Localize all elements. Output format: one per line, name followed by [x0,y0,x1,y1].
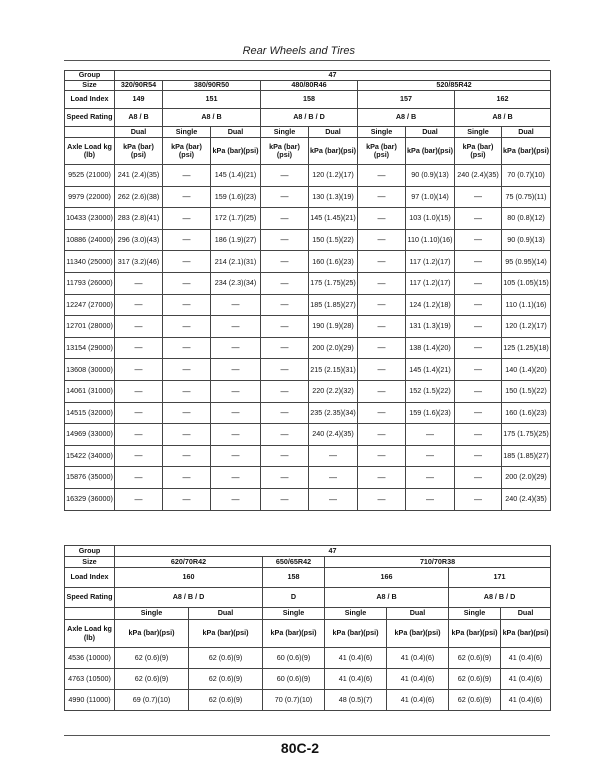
speed-rating-row [65,588,551,608]
axle-load-cell: 4990 (11000) [65,690,115,711]
load-index-row [65,91,551,109]
axle-load-cell: 4763 (10500) [65,669,115,690]
pressure-cell: 145 (1.4)(21) [211,165,261,187]
load-index-cell: 151 [163,91,261,109]
axle-load-cell: 11793 (26000) [65,272,115,294]
pressure-cell: — [261,251,309,273]
pressure-cell: 41 (0.4)(6) [387,648,449,669]
axle-load-cell: 14969 (33000) [65,424,115,446]
speed-rating-cell: A8 / B / D [115,588,263,608]
pressure-cell: — [115,424,163,446]
unit-cell: kPa (bar)(psi) [115,138,163,165]
axle-load-cell: 11340 (25000) [65,251,115,273]
pressure-cell: — [163,424,211,446]
pressure-cell: 172 (1.7)(25) [211,208,261,230]
pressure-cell: — [163,467,211,489]
pressure-cell: — [309,467,358,489]
load-index-cell: 166 [325,568,449,588]
pressure-cell: 186 (1.9)(27) [211,229,261,251]
pressure-cell: — [455,402,502,424]
axle-load-cell: 10433 (23000) [65,208,115,230]
pressure-cell: — [211,380,261,402]
pressure-cell: 117 (1.2)(17) [406,272,455,294]
speed-rating-cell: A8 / B [325,588,449,608]
pressure-cell: 283 (2.8)(41) [115,208,163,230]
pressure-cell: 90 (0.9)(13) [406,165,455,187]
mode-cell: Dual [115,127,163,138]
pressure-cell: 103 (1.0)(15) [406,208,455,230]
table-row [65,402,551,424]
pressure-cell: — [163,316,211,338]
pressure-cell: — [358,402,406,424]
pressure-cell: 69 (0.7)(10) [115,690,189,711]
size-row [65,557,551,568]
load-index-cell: 158 [263,568,325,588]
pressure-cell: 175 (1.75)(25) [309,272,358,294]
axle-load-cell: 13608 (30000) [65,359,115,381]
pressure-cell: 41 (0.4)(6) [501,648,551,669]
unit-cell: kPa (bar)(psi) [502,138,551,165]
pressure-cell: — [211,445,261,467]
pressure-cell: — [163,337,211,359]
axle-load-cell: 12701 (28000) [65,316,115,338]
pressure-cell: — [406,467,455,489]
pressure-cell: — [406,424,455,446]
pressure-cell: 62 (0.6)(9) [189,669,263,690]
pressure-cell: 62 (0.6)(9) [115,669,189,690]
pressure-cell: — [358,424,406,446]
pressure-cell: — [358,251,406,273]
pressure-cell: — [115,488,163,510]
pressure-cell: 200 (2.0)(29) [309,337,358,359]
speed-rating-label: Speed Rating [65,109,115,127]
load-index-label: Load Index [65,568,115,588]
pressure-cell: 60 (0.6)(9) [263,669,325,690]
pressure-cell: — [163,208,211,230]
pressure-cell: — [163,272,211,294]
mode-cell: Dual [502,127,551,138]
pressure-cell: 110 (1.1)(16) [502,294,551,316]
speed-rating-cell: A8 / B / D [261,109,358,127]
pressure-cell: — [163,251,211,273]
mode-cell: Single [115,608,189,620]
table-row [65,690,551,711]
pressure-cell: 296 (3.0)(43) [115,229,163,251]
pressure-cell: — [261,467,309,489]
pressure-cell: — [358,445,406,467]
table-row [65,669,551,690]
table-1-body [65,165,551,511]
group-label: Group [65,546,115,557]
group-value: 47 [115,546,551,557]
speed-rating-cell: A8 / B [358,109,455,127]
pressure-cell: 240 (2.4)(35) [309,424,358,446]
axle-load-cell: 15422 (34000) [65,445,115,467]
pressure-cell: — [455,208,502,230]
pressure-cell: 215 (2.15)(31) [309,359,358,381]
axle-load-cell: 12247 (27000) [65,294,115,316]
pressure-cell: — [163,445,211,467]
pressure-cell: 41 (0.4)(6) [501,690,551,711]
pressure-cell: — [115,402,163,424]
mode-cell: Dual [309,127,358,138]
speed-rating-label: Speed Rating [65,588,115,608]
pressure-cell: — [163,165,211,187]
pressure-cell: — [455,467,502,489]
pressure-cell: — [261,186,309,208]
pressure-cell: — [358,208,406,230]
size-cell: 620/70R42 [115,557,263,568]
load-index-cell: 158 [261,91,358,109]
axle-load-cell: 14061 (31000) [65,380,115,402]
pressure-cell: 234 (2.3)(34) [211,272,261,294]
speed-rating-cell: A8 / B [163,109,261,127]
mode-cell: Dual [406,127,455,138]
pressure-cell: 262 (2.6)(38) [115,186,163,208]
pressure-cell: 120 (1.2)(17) [309,165,358,187]
pressure-cell: — [455,316,502,338]
pressure-cell: — [115,316,163,338]
pressure-cell: — [358,272,406,294]
mode-cell: Dual [211,127,261,138]
axle-load-cell: 9979 (22000) [65,186,115,208]
unit-cell: kPa (bar)(psi) [501,620,551,648]
table-row [65,380,551,402]
pressure-cell: — [211,424,261,446]
mode-cell: Dual [189,608,263,620]
footer-divider [64,735,550,736]
pressure-cell: — [261,272,309,294]
pressure-cell: — [163,402,211,424]
pressure-cell: — [358,229,406,251]
pressure-cell: 70 (0.7)(10) [502,165,551,187]
table-row [65,424,551,446]
pressure-cell: 175 (1.75)(25) [502,424,551,446]
axle-load-cell: 14515 (32000) [65,402,115,424]
unit-cell: kPa (bar)(psi) [358,138,406,165]
unit-cell: kPa (bar)(psi) [211,138,261,165]
mode-cell: Single [449,608,501,620]
axle-load-cell: 10886 (24000) [65,229,115,251]
tire-pressure-table-2 [64,545,551,711]
pressure-cell: 60 (0.6)(9) [263,648,325,669]
group-row [65,71,551,81]
pressure-cell: 48 (0.5)(7) [325,690,387,711]
pressure-cell: — [261,165,309,187]
pressure-cell: — [455,424,502,446]
pressure-cell: 150 (1.5)(22) [502,380,551,402]
axle-load-cell: 13154 (29000) [65,337,115,359]
unit-cell: kPa (bar)(psi) [261,138,309,165]
mode-row [65,127,551,138]
pressure-cell: — [358,294,406,316]
mode-cell: Single [358,127,406,138]
tire-pressure-table-1 [64,70,551,511]
size-cell: 480/80R46 [261,81,358,91]
pressure-cell: — [309,445,358,467]
pressure-cell: — [261,316,309,338]
pressure-cell: 140 (1.4)(20) [502,359,551,381]
pressure-cell: 41 (0.4)(6) [387,690,449,711]
size-cell: 650/65R42 [263,557,325,568]
pressure-cell: — [358,165,406,187]
pressure-cell: 185 (1.85)(27) [502,445,551,467]
pressure-cell: — [261,208,309,230]
pressure-cell: 240 (2.4)(35) [455,165,502,187]
pressure-cell: — [115,445,163,467]
pressure-cell: 80 (0.8)(12) [502,208,551,230]
pressure-cell: 190 (1.9)(28) [309,316,358,338]
pressure-cell: — [261,402,309,424]
group-row [65,546,551,557]
table-row [65,445,551,467]
pressure-cell: 41 (0.4)(6) [325,669,387,690]
pressure-cell: — [211,294,261,316]
pressure-cell: — [261,229,309,251]
pressure-cell: 62 (0.6)(9) [189,648,263,669]
mode-cell: Dual [501,608,551,620]
pressure-cell: 131 (1.3)(19) [406,316,455,338]
axle-load-cell: 15876 (35000) [65,467,115,489]
pressure-cell: — [163,359,211,381]
pressure-cell: — [455,272,502,294]
pressure-cell: — [115,272,163,294]
unit-cell: kPa (bar)(psi) [325,620,387,648]
speed-rating-row [65,109,551,127]
mode-cell: Single [325,608,387,620]
pressure-cell: 62 (0.6)(9) [449,669,501,690]
pressure-cell: — [358,316,406,338]
table-row [65,186,551,208]
pressure-cell: — [455,380,502,402]
pressure-cell: 62 (0.6)(9) [115,648,189,669]
pressure-cell: — [211,359,261,381]
pressure-cell: 145 (1.4)(21) [406,359,455,381]
pressure-cell: — [261,337,309,359]
pressure-cell: — [211,316,261,338]
pressure-cell: — [261,380,309,402]
speed-rating-cell: D [263,588,325,608]
unit-cell: kPa (bar)(psi) [406,138,455,165]
pressure-cell: — [261,424,309,446]
pressure-cell: — [115,467,163,489]
pressure-cell: 235 (2.35)(34) [309,402,358,424]
pressure-cell: — [115,294,163,316]
pressure-cell: — [455,337,502,359]
pressure-cell: — [455,294,502,316]
pressure-cell: — [261,359,309,381]
pressure-cell: — [261,488,309,510]
unit-row [65,620,551,648]
pressure-cell: — [358,380,406,402]
load-index-label: Load Index [65,91,115,109]
table-row [65,165,551,187]
group-label: Group [65,71,115,81]
mode-cell: Single [455,127,502,138]
unit-cell: kPa (bar)(psi) [163,138,211,165]
pressure-cell: — [211,337,261,359]
pressure-cell: — [455,359,502,381]
pressure-cell: 62 (0.6)(9) [449,648,501,669]
pressure-cell: 138 (1.4)(20) [406,337,455,359]
pressure-cell: 160 (1.6)(23) [309,251,358,273]
load-index-cell: 160 [115,568,263,588]
pressure-cell: 41 (0.4)(6) [325,648,387,669]
axle-load-cell: 16329 (36000) [65,488,115,510]
mode-cell: Single [261,127,309,138]
load-index-cell: 149 [115,91,163,109]
mode-blank-cell [65,127,115,138]
pressure-cell: 124 (1.2)(18) [406,294,455,316]
pressure-cell: — [115,359,163,381]
pressure-cell: 220 (2.2)(32) [309,380,358,402]
unit-cell: kPa (bar)(psi) [263,620,325,648]
size-label: Size [65,557,115,568]
table-row [65,251,551,273]
axle-load-label: Axle Load kg (lb) [65,620,115,648]
unit-cell: kPa (bar)(psi) [115,620,189,648]
pressure-cell: — [211,488,261,510]
axle-load-label: Axle Load kg (lb) [65,138,115,165]
pressure-cell: — [455,186,502,208]
pressure-cell: 41 (0.4)(6) [387,669,449,690]
table-row [65,272,551,294]
pressure-cell: — [261,445,309,467]
pressure-cell: 70 (0.7)(10) [263,690,325,711]
pressure-cell: — [358,186,406,208]
pressure-cell: 62 (0.6)(9) [189,690,263,711]
pressure-cell: 185 (1.85)(27) [309,294,358,316]
mode-row [65,608,551,620]
pressure-cell: 62 (0.6)(9) [449,690,501,711]
table-row [65,648,551,669]
pressure-cell: 125 (1.25)(18) [502,337,551,359]
pressure-cell: 200 (2.0)(29) [502,467,551,489]
pressure-cell: 241 (2.4)(35) [115,165,163,187]
table-row [65,337,551,359]
page-header-title: Rear Wheels and Tires [242,45,355,57]
size-cell: 710/70R38 [325,557,551,568]
pressure-cell: 240 (2.4)(35) [502,488,551,510]
speed-rating-cell: A8 / B [115,109,163,127]
pressure-cell: 150 (1.5)(22) [309,229,358,251]
speed-rating-cell: A8 / B / D [449,588,551,608]
pressure-cell: 214 (2.1)(31) [211,251,261,273]
table-row [65,294,551,316]
pressure-cell: — [358,337,406,359]
pressure-cell: 95 (0.95)(14) [502,251,551,273]
unit-cell: kPa (bar)(psi) [189,620,263,648]
pressure-cell: — [115,380,163,402]
pressure-cell: — [261,294,309,316]
pressure-cell: 110 (1.10)(16) [406,229,455,251]
table-2-body [65,648,551,711]
pressure-cell: 160 (1.6)(23) [502,402,551,424]
page-number: 80C-2 [280,740,320,756]
unit-cell: kPa (bar)(psi) [455,138,502,165]
load-index-cell: 171 [449,568,551,588]
unit-cell: kPa (bar)(psi) [309,138,358,165]
table-row [65,467,551,489]
unit-cell: kPa (bar)(psi) [387,620,449,648]
pressure-cell: — [406,445,455,467]
pressure-cell: — [163,229,211,251]
pressure-cell: — [163,294,211,316]
pressure-cell: 152 (1.5)(22) [406,380,455,402]
pressure-cell: — [406,488,455,510]
pressure-cell: 90 (0.9)(13) [502,229,551,251]
table-row [65,488,551,510]
pressure-cell: — [455,251,502,273]
unit-row [65,138,551,165]
table-row [65,316,551,338]
pressure-cell: — [455,229,502,251]
pressure-cell: — [211,402,261,424]
pressure-cell: 159 (1.6)(23) [406,402,455,424]
size-cell: 380/90R50 [163,81,261,91]
group-value: 47 [115,71,551,81]
pressure-cell: 97 (1.0)(14) [406,186,455,208]
pressure-cell: — [163,186,211,208]
pressure-cell: 120 (1.2)(17) [502,316,551,338]
mode-cell: Single [263,608,325,620]
size-row [65,81,551,91]
size-cell: 520/85R42 [358,81,551,91]
pressure-cell: 75 (0.75)(11) [502,186,551,208]
table-row [65,359,551,381]
size-cell: 320/90R54 [115,81,163,91]
mode-cell: Dual [387,608,449,620]
pressure-cell: — [358,467,406,489]
pressure-cell: 145 (1.45)(21) [309,208,358,230]
pressure-cell: — [163,488,211,510]
pressure-cell: 317 (3.2)(46) [115,251,163,273]
load-index-cell: 157 [358,91,455,109]
size-label: Size [65,81,115,91]
pressure-cell: 159 (1.6)(23) [211,186,261,208]
load-index-cell: 162 [455,91,551,109]
pressure-cell: — [455,488,502,510]
axle-load-cell: 4536 (10000) [65,648,115,669]
table-row [65,208,551,230]
speed-rating-cell: A8 / B [455,109,551,127]
axle-load-cell: 9525 (21000) [65,165,115,187]
pressure-cell: — [163,380,211,402]
pressure-cell: — [211,467,261,489]
load-index-row [65,568,551,588]
pressure-cell: 105 (1.05)(15) [502,272,551,294]
unit-cell: kPa (bar)(psi) [449,620,501,648]
header-divider [64,60,550,61]
mode-blank-cell [65,608,115,620]
pressure-cell: — [358,359,406,381]
pressure-cell: 130 (1.3)(19) [309,186,358,208]
pressure-cell: — [455,445,502,467]
mode-cell: Single [163,127,211,138]
pressure-cell: — [358,488,406,510]
pressure-cell: 41 (0.4)(6) [501,669,551,690]
table-row [65,229,551,251]
pressure-cell: — [309,488,358,510]
pressure-cell: 117 (1.2)(17) [406,251,455,273]
pressure-cell: — [115,337,163,359]
